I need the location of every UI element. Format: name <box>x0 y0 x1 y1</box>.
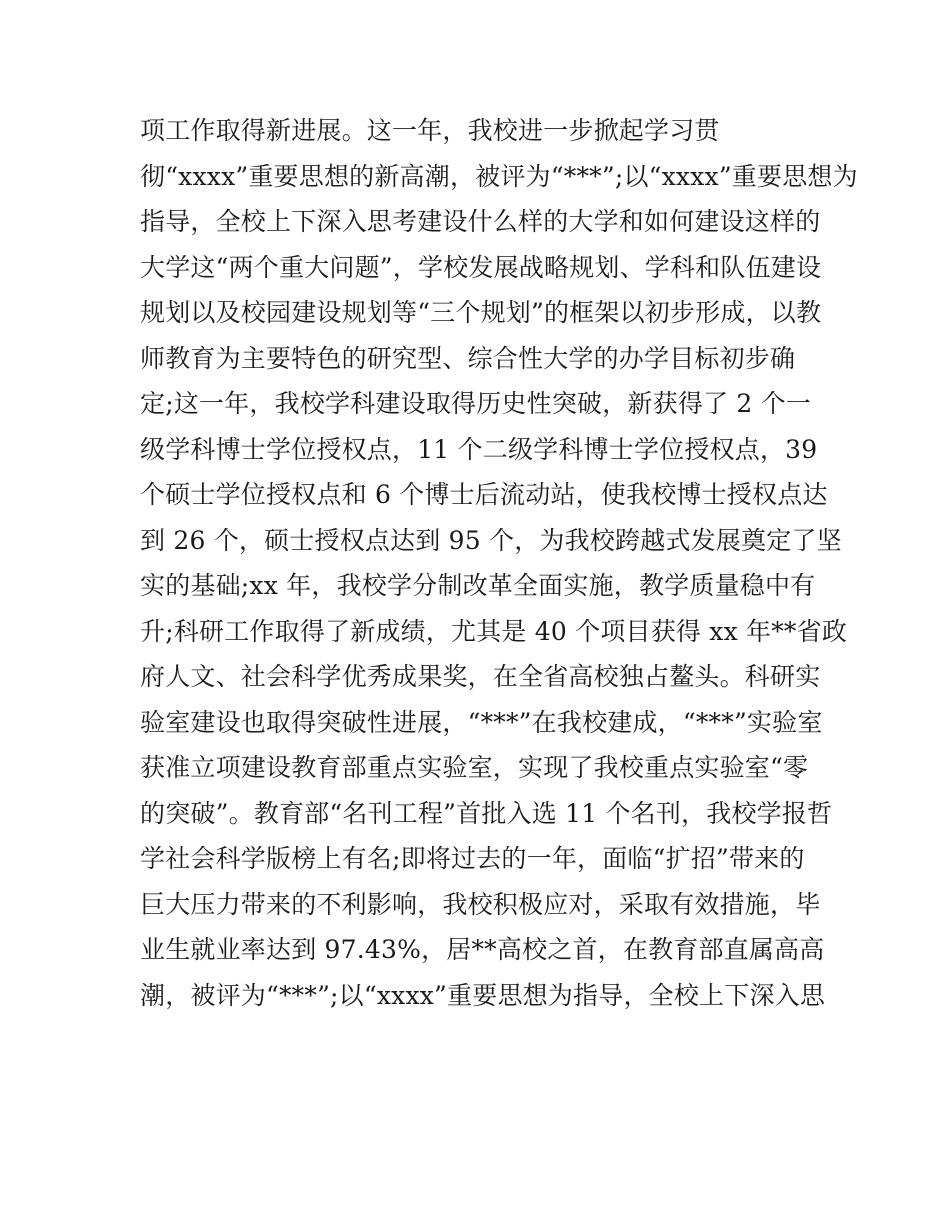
text-line-19: 业生就业率达到 97.43%，居**高校之首，在教育部直属高高 <box>140 935 825 964</box>
text-line-9: 个硕士学位授权点和 6 个博士后流动站，使我校博士授权点达 <box>140 480 828 509</box>
text-line-6: 师教育为主要特色的研究型、综合性大学的办学目标初步确 <box>140 343 796 373</box>
text-line-1: 项工作取得新进展。这一年，我校进一步掀起学习贯 <box>140 116 720 145</box>
text-line-3: 指导，全校上下深入思考建设什么样的大学和如何建设这样的 <box>140 207 821 236</box>
text-line-14: 验室建设也取得突破性进展，“***”在我校建成，“***”实验室 <box>140 707 823 737</box>
text-line-10: 到 26 个，硕士授权点达到 95 个，为我校跨越式发展奠定了坚 <box>140 525 842 555</box>
body-text <box>140 108 858 1018</box>
text-line-20: 潮，被评为“***”;以“xxxx”重要思想为指导，全校上下深入思 <box>140 980 826 1010</box>
text-line-16: 的突破”。教育部“名刊工程”首批入选 11 个名刊，我校学报哲 <box>140 798 833 828</box>
text-line-17: 学社会科学版榜上有名;即将过去的一年，面临“扩招”带来的 <box>140 844 805 873</box>
text-line-12: 升;科研工作取得了新成绩，尤其是 40 个项目获得 xx 年**省政 <box>140 616 848 646</box>
text-line-7: 定;这一年，我校学科建设取得历史性突破，新获得了 2 个一 <box>140 389 812 418</box>
text-line-15: 获准立项建设教育部重点实验室，实现了我校重点实验室“零 <box>140 753 809 782</box>
text-line-4: 大学这“两个重大问题”，学校发展战略规划、学科和队伍建设 <box>140 252 822 282</box>
text-line-2: 彻“xxxx”重要思想的新高潮，被评为“***”;以“xxxx”重要思想为 <box>140 161 858 191</box>
text-line-8: 级学科博士学位授权点，11 个二级学科博士学位授权点，39 <box>140 434 818 464</box>
text-line-11: 实的基础;xx 年，我校学分制改革全面实施，教学质量稳中有 <box>140 571 816 600</box>
text-line-13: 府人文、社会科学优秀成果奖，在全省高校独占鳌头。科研实 <box>140 662 821 691</box>
text-line-5: 规划以及校园建设规划等“三个规划”的框架以初步形成，以教 <box>140 298 822 327</box>
text-line-18: 巨大压力带来的不利影响，我校积极应对，采取有效措施，毕 <box>140 889 821 919</box>
